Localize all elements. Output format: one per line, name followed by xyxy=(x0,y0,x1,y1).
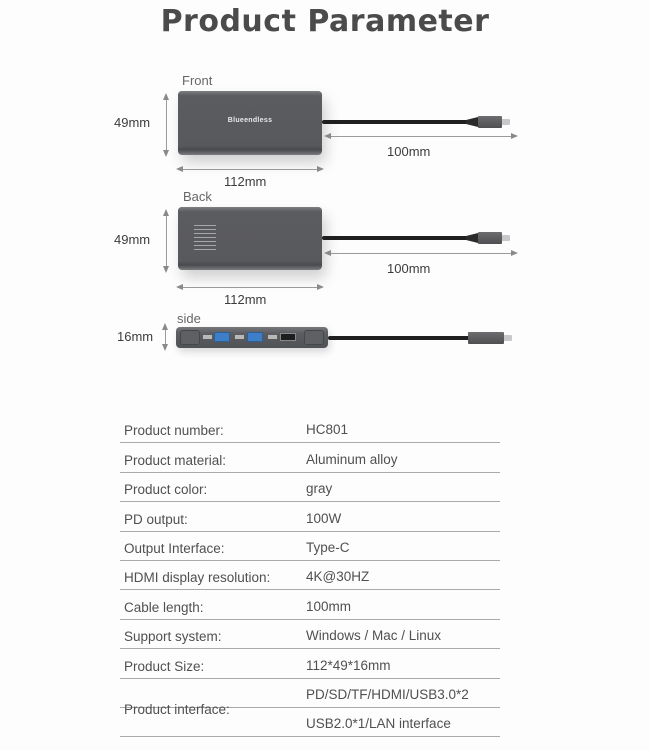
back-plug-tip xyxy=(502,235,510,241)
spec-value: PD/SD/TF/HDMI/USB3.0*2 xyxy=(306,686,469,702)
spec-row xyxy=(120,532,500,561)
brand-logo: Blueendless xyxy=(227,117,273,124)
spec-row xyxy=(120,679,500,717)
spec-value: 100mm xyxy=(306,598,352,614)
spec-label: Output Interface: xyxy=(124,540,225,556)
spec-row xyxy=(120,473,500,502)
back-width-arrow xyxy=(178,287,322,288)
spec-label: Product interface: xyxy=(124,701,230,717)
spec-row xyxy=(120,590,500,619)
spec-value: 100W xyxy=(306,510,342,526)
side-thickness-text: 16mm xyxy=(117,329,154,344)
front-width-text: 112mm xyxy=(224,174,267,189)
spec-value: Aluminum alloy xyxy=(306,451,398,467)
front-cable-arrow xyxy=(326,136,516,137)
side-label: side xyxy=(177,311,201,326)
card-slot-port xyxy=(280,333,296,341)
spec-row xyxy=(120,502,500,531)
spec-label: Product number: xyxy=(124,423,224,439)
spec-value: USB2.0*1/LAN interface xyxy=(306,716,451,732)
front-label: Front xyxy=(182,73,213,88)
back-cable xyxy=(322,236,470,240)
side-cable xyxy=(328,336,470,340)
back-height-arrow xyxy=(166,211,167,271)
usb3-port-1 xyxy=(214,332,230,342)
spec-label: Product Size: xyxy=(124,658,205,674)
spec-value: Windows / Mac / Linux xyxy=(306,628,442,644)
spec-value: 112*49*16mm xyxy=(306,657,391,673)
side-end-cap-left xyxy=(180,330,200,345)
front-usbc-plug xyxy=(478,116,502,128)
front-width-arrow xyxy=(178,169,322,170)
spec-label: PD output: xyxy=(124,511,188,527)
front-hub-body xyxy=(178,91,322,155)
front-height-text: 49mm xyxy=(114,115,151,130)
usb-label-2 xyxy=(235,335,244,339)
spec-row xyxy=(120,561,500,590)
spec-table xyxy=(120,414,500,737)
back-hub-body xyxy=(178,207,322,270)
page-title: Product Parameter xyxy=(160,4,490,39)
regulatory-label xyxy=(194,225,216,257)
spec-row xyxy=(120,443,500,472)
back-label: Back xyxy=(183,189,212,204)
back-cable-arrow xyxy=(326,253,516,254)
front-cable-length-text: 100mm xyxy=(387,144,431,159)
back-width-text: 112mm xyxy=(224,292,267,307)
spec-row xyxy=(120,649,500,678)
spec-value: gray xyxy=(306,481,333,497)
spec-value: 4K@30HZ xyxy=(306,569,370,585)
back-height-text: 49mm xyxy=(114,232,151,247)
spec-label: Cable length: xyxy=(124,599,204,615)
usb-label-1 xyxy=(203,335,212,339)
back-cable-length-text: 100mm xyxy=(387,261,431,276)
spec-label: Product color: xyxy=(124,482,208,498)
side-plug-tip xyxy=(504,335,512,341)
side-end-cap-right xyxy=(304,330,324,345)
spec-label: HDMI display resolution: xyxy=(124,570,271,586)
side-usbc-plug xyxy=(468,332,504,344)
front-plug-neck xyxy=(466,117,478,127)
spec-value: Type-C xyxy=(306,539,350,555)
front-plug-tip xyxy=(502,119,510,125)
spec-value: HC801 xyxy=(306,422,349,438)
spec-row xyxy=(120,620,500,649)
spec-label: Product material: xyxy=(124,452,227,468)
front-cable xyxy=(322,120,470,124)
spec-row xyxy=(120,708,500,737)
front-height-arrow xyxy=(166,95,167,155)
spec-row xyxy=(120,414,500,443)
side-thickness-arrow xyxy=(165,325,166,349)
side-hub-body xyxy=(176,327,328,348)
back-plug-neck xyxy=(466,233,478,243)
spec-label: Support system: xyxy=(124,629,222,645)
back-usbc-plug xyxy=(478,232,502,244)
usb-label-3 xyxy=(268,335,277,339)
usb3-port-2 xyxy=(247,332,263,342)
